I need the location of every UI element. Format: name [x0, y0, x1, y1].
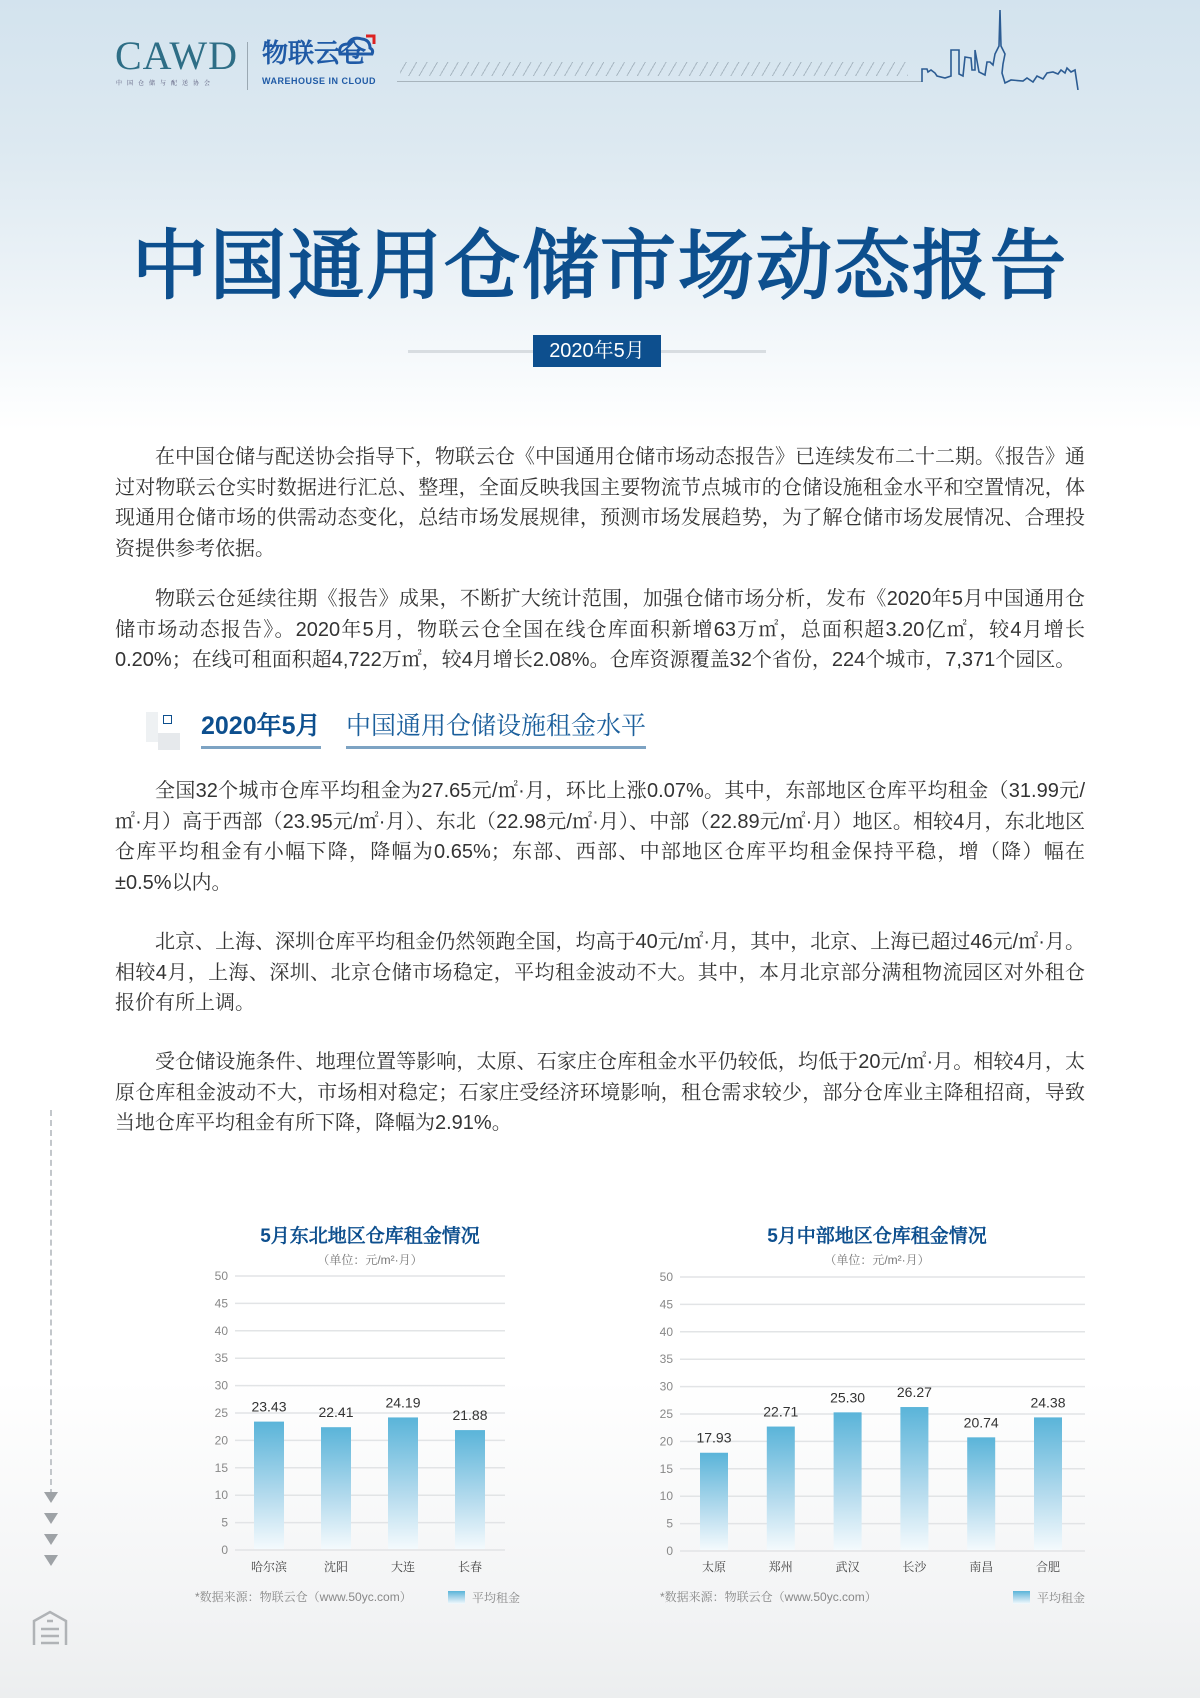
x-tick-label: 沈阳: [323, 1560, 349, 1574]
intro-paragraph-2: 物联云仓延续往期《报告》成果，不断扩大统计范围，加强仓储市场分析，发布《2020年5月中国通用仓储市场动态报告》。2020年5月，物联云仓全国在线仓库面积新增63万㎡，总面积超3.20亿㎡，较4月增长0.20%；在线可租面积超4,722万㎡，较4月增长2.08%。仓库资源覆盖32个省份，224个城市，7,371个园区。: [115, 588, 1085, 672]
date-rule-left: [408, 350, 533, 353]
x-tick-label: 哈尔滨: [250, 1560, 288, 1574]
bar: [900, 1407, 928, 1550]
section-title: 中国通用仓储设施租金水平: [346, 710, 646, 749]
x-tick-label: 大连: [390, 1560, 416, 1574]
y-tick-label: 5: [221, 1515, 228, 1530]
report-title: 中国通用仓储市场动态报告: [132, 224, 1068, 309]
data-label: 22.41: [318, 1404, 354, 1421]
body-paragraph-2: 北京、上海、深圳仓库平均租金仍然领跑全国，均高于40元/㎡·月，其中，北京、上海已超过46元/㎡·月。相较4月，上海、深圳、北京仓储市场稳定，平均租金波动不大。其中，本月北京部分满租物流园区对外租仓报价有所上调。: [115, 931, 1085, 1015]
x-tick-label: 郑州: [768, 1560, 793, 1574]
warehouse-in-cloud-logo: 物联云仓: [262, 38, 367, 68]
y-tick-label: 35: [214, 1351, 228, 1366]
chart-unit-label: （单位：元/m²·月）: [317, 1253, 423, 1267]
data-label: 23.43: [251, 1398, 287, 1415]
y-tick-label: 10: [659, 1489, 673, 1504]
data-label: 21.88: [452, 1407, 488, 1424]
intro-paragraph-1: 在中国仓储与配送协会指导下，物联云仓《中国通用仓储市场动态报告》已连续发布二十二期。《报告》通过对物联云仓实时数据进行汇总、整理，全面反映我国主要物流节点城市的仓储设施租金水平和空置情况，体现通用仓储市场的供需动态变化，总结市场发展规律，预测市场发展趋势，为了解仓储市场发展情况、合理投资提供参考依据。: [115, 446, 1085, 561]
legend-label: 平均租金: [472, 1591, 521, 1605]
y-tick-label: 0: [221, 1543, 228, 1557]
bar: [1034, 1417, 1062, 1550]
report-date-badge: 2020年5月: [533, 335, 661, 367]
bar: [967, 1437, 995, 1550]
y-tick-label: 50: [659, 1270, 673, 1284]
legend-label: 平均租金: [1037, 1591, 1086, 1605]
y-tick-label: 10: [214, 1488, 228, 1503]
x-tick-label: 合肥: [1035, 1560, 1061, 1574]
bar: [767, 1427, 795, 1550]
logo-divider: [247, 42, 248, 90]
data-label: 24.19: [385, 1394, 421, 1411]
y-tick-label: 15: [214, 1460, 228, 1475]
y-tick-label: 50: [214, 1269, 228, 1283]
y-tick-label: 0: [666, 1544, 673, 1558]
y-tick-label: 30: [659, 1379, 673, 1394]
bar: [700, 1453, 728, 1550]
data-label: 25.30: [830, 1389, 866, 1406]
data-label: 17.93: [696, 1429, 732, 1446]
chart-title: 5月东北地区仓库租金情况: [260, 1226, 480, 1247]
body-paragraph-1: 全国32个城市仓库平均租金为27.65元/㎡·月，环比上涨0.07%。其中，东部地区仓库平均租金（31.99元/㎡·月）高于西部（23.95元/㎡·月）、东北（22.98元/㎡·月）、中部（22.89元/㎡·月）地区。相较4月，东北地区仓库平均租金有小幅下降，降幅为0.65%；东部、西部、中部地区仓库平均租金保持平稳，增（降）幅在±0.5%以内。: [115, 780, 1085, 895]
y-tick-label: 45: [659, 1297, 673, 1312]
data-source-note: *数据来源：物联云仓（www.50yc.com）: [660, 1590, 877, 1604]
date-rule-right: [661, 350, 766, 353]
header-hatch-decoration: [400, 62, 908, 76]
data-label: 26.27: [896, 1384, 932, 1401]
cawd-logo-subtitle: 中国仓储与配送协会: [116, 81, 216, 87]
x-tick-label: 太原: [701, 1560, 727, 1574]
data-label: 22.71: [763, 1403, 799, 1420]
y-tick-label: 35: [659, 1352, 673, 1367]
y-tick-label: 25: [659, 1407, 673, 1421]
x-tick-label: 武汉: [835, 1560, 860, 1574]
x-tick-label: 长春: [457, 1560, 483, 1574]
y-tick-label: 30: [214, 1378, 228, 1393]
y-tick-label: 40: [214, 1323, 228, 1338]
bar: [834, 1412, 862, 1550]
y-tick-label: 45: [214, 1296, 228, 1311]
data-source-note: *数据来源：物联云仓（www.50yc.com）: [195, 1590, 412, 1604]
y-tick-label: 25: [214, 1406, 228, 1420]
cawd-logo: CAWD: [115, 33, 239, 78]
x-tick-label: 南昌: [969, 1560, 994, 1574]
city-skyline-icon: [915, 10, 1090, 90]
y-tick-label: 40: [659, 1324, 673, 1339]
y-tick-label: 15: [659, 1461, 673, 1476]
legend-swatch: [1013, 1591, 1030, 1604]
cloud-icon: [336, 34, 376, 58]
chart-title: 5月中部地区仓库租金情况: [767, 1226, 987, 1247]
y-tick-label: 20: [659, 1434, 673, 1449]
x-tick-label: 长沙: [902, 1560, 927, 1574]
y-tick-label: 20: [214, 1433, 228, 1448]
data-label: 20.74: [963, 1414, 999, 1431]
section-date: 2020年5月: [201, 710, 321, 749]
chart-unit-label: （单位：元/m²·月）: [824, 1253, 930, 1267]
section-decoration: [158, 733, 180, 750]
body-paragraph-3: 受仓储设施条件、地理位置等影响，太原、石家庄仓库租金水平仍较低，均低于20元/㎡·月。相较4月，太原仓库租金波动不大，市场相对稳定；石家庄受经济环境影响，租仓需求较少，部分仓库业主降租招商，导致当地仓库平均租金有所下降，降幅为2.91%。: [115, 1051, 1085, 1135]
y-tick-label: 5: [666, 1516, 673, 1531]
header-line: [397, 81, 922, 82]
central-rent-chart: [0, 1200, 1200, 1620]
section-square-icon: [163, 715, 172, 724]
section-decoration: [146, 712, 158, 742]
warehouse-in-cloud-logo-subtitle: WAREHOUSE IN CLOUD: [262, 76, 377, 86]
data-label: 24.38: [1030, 1394, 1066, 1411]
